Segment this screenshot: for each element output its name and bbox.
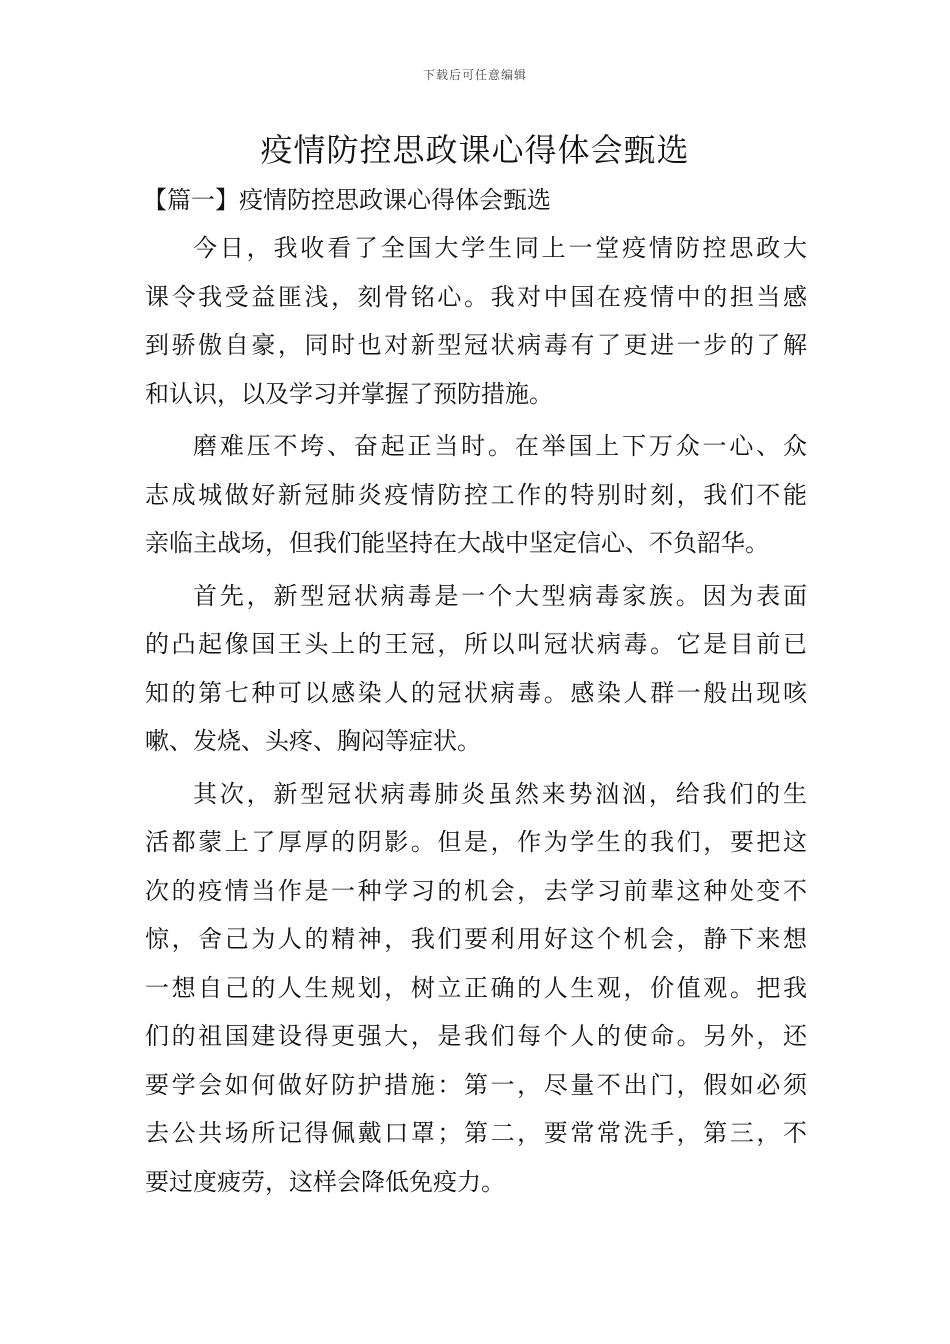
paragraph-4	[145, 770, 807, 1207]
section-heading: 【篇一】疫情防控思政课心得体会甄选	[143, 186, 551, 214]
paragraph-line: 课令我受益匪浅，刻骨铭心。我对中国在疫情中的担当感	[145, 282, 807, 311]
paragraph-line: 志成城做好新冠肺炎疫情防控工作的特别时刻，我们不能	[145, 480, 807, 509]
paragraph-line: 亲临主战场，但我们能坚持在大战中坚定信心、不负韶华。	[145, 529, 769, 557]
paragraph-line: 一想自己的人生规划，树立正确的人生观，价值观。把我	[145, 973, 807, 1002]
paragraph-line: 惊，舍己为人的精神，我们要利用好这个机会，静下来想	[145, 925, 807, 953]
paragraph-line: 磨难压不垮、奋起正当时。在举国上下万众一心、众	[193, 432, 807, 460]
paragraph-line: 首先，新型冠状病毒是一个大型病毒家族。因为表面	[193, 581, 807, 610]
paragraph-line: 知的第七种可以感染人的冠状病毒。感染人群一般出现咳	[145, 678, 807, 707]
paragraph-line: 要过度疲劳，这样会降低免疫力。	[145, 1167, 505, 1196]
paragraph-line: 嗽、发烧、头疼、胸闷等症状。	[145, 727, 481, 755]
paragraph-2	[145, 422, 807, 568]
paragraph-line: 其次，新型冠状病毒肺炎虽然来势汹汹，给我们的生	[193, 779, 807, 808]
paragraph-line: 去公共场所记得佩戴口罩；第二，要常常洗手，第三，不	[145, 1119, 807, 1147]
paragraph-3	[145, 572, 807, 766]
document-title: 疫情防控思政课心得体会甄选	[260, 131, 690, 169]
paragraph-line: 和认识，以及学习并掌握了预防措施。	[145, 379, 553, 408]
paragraph-1	[145, 224, 807, 418]
paragraph-line: 活都蒙上了厚厚的阴影。但是，作为学生的我们，要把这	[145, 828, 807, 856]
paragraph-line: 到骄傲自豪，同时也对新型冠状病毒有了更进一步的了解	[145, 331, 807, 359]
paragraph-line: 的凸起像国王头上的王冠，所以叫冠状病毒。它是目前已	[145, 630, 807, 658]
document-body	[145, 224, 807, 1210]
paragraph-line: 要学会如何做好防护措施：第一，尽量不出门，假如必须	[145, 1070, 807, 1099]
paragraph-line: 们的祖国建设得更强大，是我们每个人的使命。另外，还	[145, 1022, 807, 1050]
page-header-note: 下载后可任意编辑	[422, 68, 527, 82]
paragraph-line: 次的疫情当作是一种学习的机会，去学习前辈这种处变不	[145, 876, 807, 905]
paragraph-line: 今日，我收看了全国大学生同上一堂疫情防控思政大	[193, 234, 807, 262]
